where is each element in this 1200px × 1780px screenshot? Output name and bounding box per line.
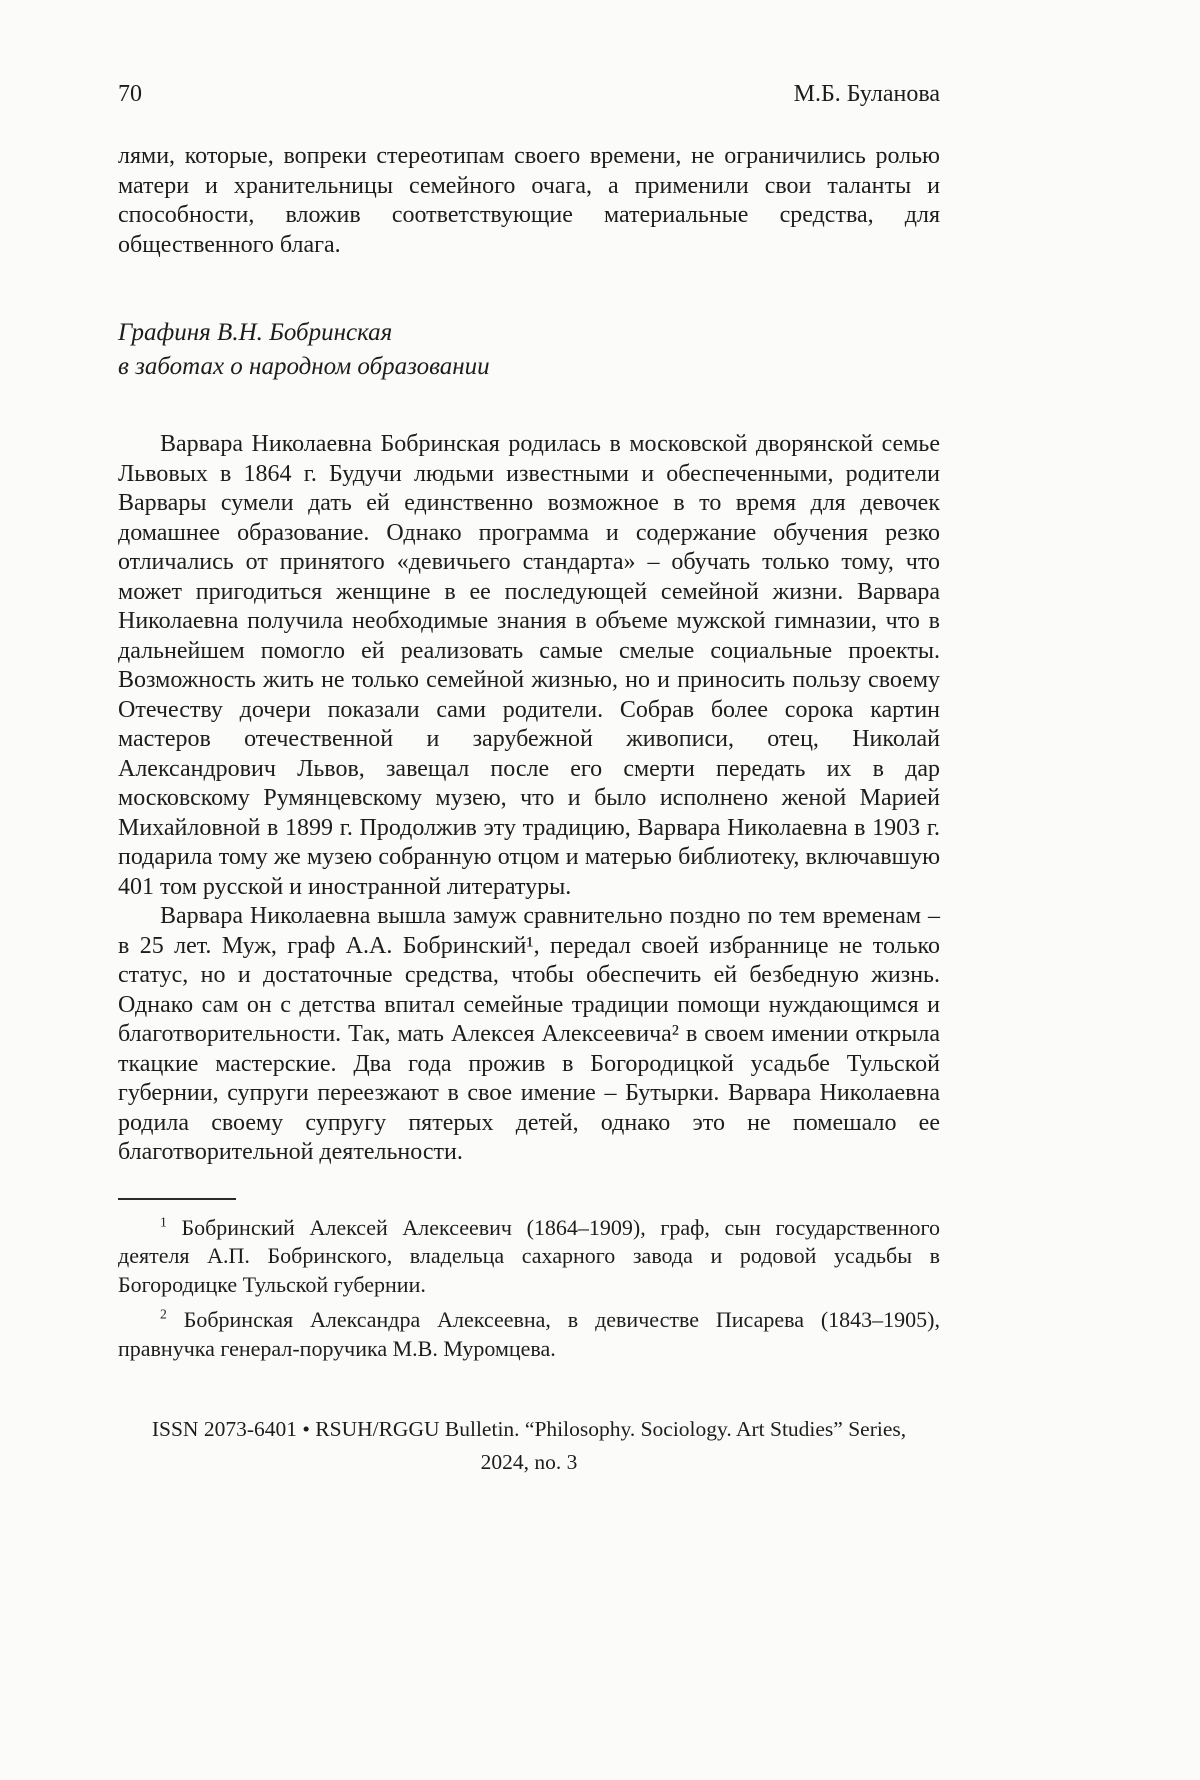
section-heading-line1: Графиня В.Н. Бобринская <box>118 319 393 346</box>
footnote-1-text: Бобринский Алексей Алексеевич (1864–1909), граф, сын государственного деятеля А.П. Бобринского, владельца сахарного завода и родовой усадьбы в Богородицке Тульской губернии. <box>118 1214 941 1297</box>
paragraph-biography: Варвара Николаевна Бобринская родилась в московской дворянской семье Львовых в 1864 г. Будучи людьми известными и обеспеченными, родители Варвары сумели дать ей единственно возможное в то время для девочек домашнее образование. Однако программа и содержание обучения резко отличались от принятого «девичьего стандарта» – обучать только тому, что может пригодиться женщине в ее последующей семейной жизни. Варвара Николаевна получила необходимые знания в объеме мужской гимназии, что в дальнейшем помогло ей реализовать самые смелые социальные проекты. Возможность жить не только семейной жизнью, но и приносить пользу своему Отечеству дочери показали сами родители. Собрав более сорока картин мастеров отечественной и зарубежной живописи, отец, Николай Александрович Львов, завещал после его смерти передать их в дар московскому Румянцевскому музею, что и было исполнено женой Марией Михайловной в 1899 г. Продолжив эту традицию, Варвара Николаевна в 1903 г. подарила тому же музею собранную отцом и матерью библиотеку, включавшую 401 том русской и иностранной литературы. <box>118 431 940 900</box>
running-head-author: М.Б. Буланова <box>793 81 940 107</box>
footnotes-section <box>118 1198 940 1364</box>
section-heading <box>118 316 940 384</box>
paragraph-marriage: Варвара Николаевна вышла замуж сравнительно поздно по тем временам – в 25 лет. Муж, граф А.А. Бобринский¹, передал своей избраннице не только статус, но и достаточные средства, чтобы обеспечить ей безбедную жизнь. Однако сам он с детства впитал семейные традиции помощи нуждающимся и благотворительности. Так, мать Алексея Алексеевича² в своем имении открыла ткацкие мастерские. Два года прожив в Богородицкой усадьбе Тульской губернии, супруги переезжают в свое имение – Бутырки. Варвара Николаевна родила своему супругу пятерых детей, однако это не помешало ее благотворительной деятельности. <box>118 903 940 1165</box>
intro-paragraph: лями, которые, вопреки стереотипам своего времени, не ограничились ролью матери и хранительницы семейного очага, а применили свои таланты и способности, вложив соответствующие материальные средства, для общественного блага. <box>118 143 940 258</box>
body-text <box>118 430 940 1168</box>
footer-issue-line: 2024, no. 3 <box>480 1450 578 1474</box>
footnote-1 <box>118 1214 940 1300</box>
running-head <box>118 80 940 108</box>
journal-footer <box>68 1413 990 1479</box>
footnote-2 <box>118 1306 940 1363</box>
footnote-2-marker: 2 <box>160 1306 167 1322</box>
journal-page <box>118 0 940 1479</box>
footer-issn-line: ISSN 2073-6401 • RSUH/RGGU Bulletin. “Philosophy. Sociology. Art Studies” Series, <box>151 1417 907 1441</box>
footnote-1-marker: 1 <box>160 1214 167 1230</box>
section-heading-line2: в заботах о народном образовании <box>118 353 490 380</box>
footnote-separator-rule <box>118 1198 236 1200</box>
page-number: 70 <box>118 81 142 107</box>
footnote-2-text: Бобринская Александра Алексеевна, в девичестве Писарева (1843–1905), правнучка генерал-поручика М.В. Муромцева. <box>118 1307 940 1361</box>
